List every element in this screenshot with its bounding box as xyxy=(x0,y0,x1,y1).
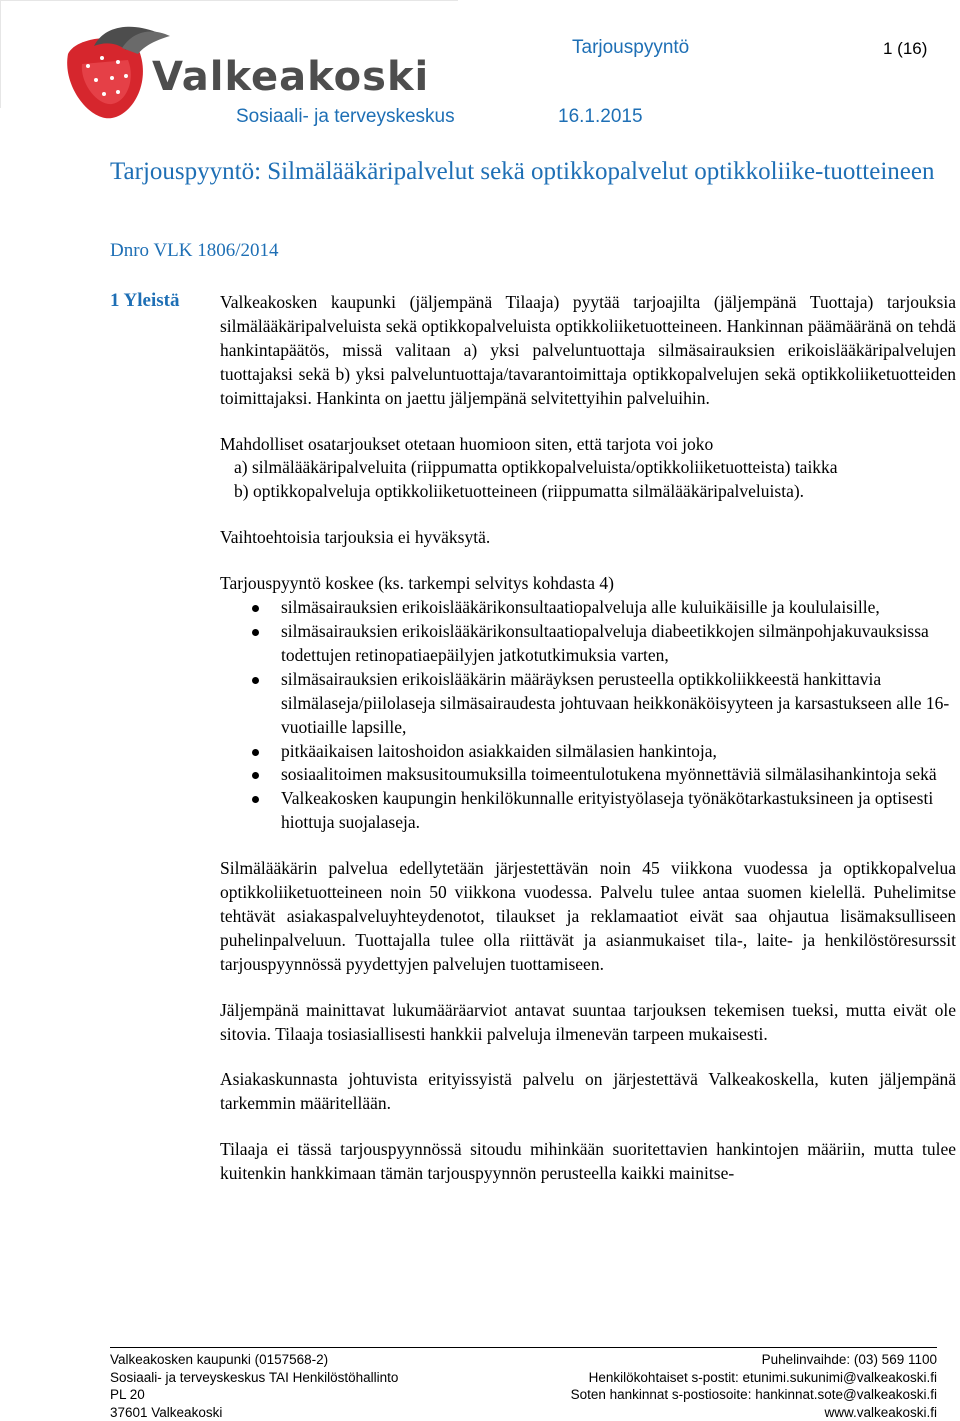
header-date: 16.1.2015 xyxy=(558,106,643,127)
header-rule xyxy=(0,0,458,1)
document-title: Tarjouspyyntö: Silmälääkäripalvelut sekä optikkopalvelut optikkoliike-tuotteineen xyxy=(110,158,935,185)
list-item: Valkeakosken kaupungin henkilökunnalle erityistyölaseja työnäkötarkastuksineen ja optisesti hiottuja suojalaseja. xyxy=(220,787,956,835)
bullet-icon xyxy=(252,629,259,636)
section-heading: 1 Yleistä xyxy=(110,290,180,311)
logo-wordmark: Valkeakoski xyxy=(152,54,430,100)
list-item: silmäsairauksien erikoislääkärikonsultaatiopalveluja alle kuluikäisille ja koululaisille, xyxy=(220,596,956,620)
list-item: silmäsairauksien erikoislääkärin määräyksen perusteella optikkoliikkeestä hankittavia silmälaseja/piilolaseja silmäsairaudesta johtuvaan heikkonäköisyyteen ja karsastukseen alle 16-vuotiaille lapsille, xyxy=(220,668,956,740)
header-page-number: 1 (16) xyxy=(883,39,928,58)
paragraph-scope: Tarjouspyyntö koskee (ks. tarkempi selvitys kohdasta 4) xyxy=(220,573,614,594)
bullet-icon xyxy=(252,677,259,684)
list-item: sosiaalitoimen maksusitoumuksilla toimeentulotukena myönnettäviä silmälasihankintoja sekä xyxy=(220,763,956,787)
header-doc-type: Tarjouspyyntö xyxy=(572,37,690,58)
document-number: Dnro VLK 1806/2014 xyxy=(110,240,279,261)
paragraph-partial-offers: Mahdolliset osatarjoukset otetaan huomioon siten, että tarjota voi joko xyxy=(220,433,714,454)
paragraph-intro: Valkeakosken kaupunki (jäljempänä Tilaaja) pyytää tarjoajilta (jäljempänä Tuottaja) tarjouksia silmälääkäripalveluista sekä optikkopalveluista optikkoliiketuotteineen. Hankinnan päämääränä on tehdä hankintapäätös, missä valitaan a) yksi palveluntuottaja silmäsairauksien erikoislääkäripalvelujen tuottajaksi sekä b) yksi palveluntuottaja/tavarantoimittaja optikkopalvelujen sekä optikkoliiketuotteiden toimittajaksi. Hankinta on jaettu jäljempänä selvitettyihin palveluihin. xyxy=(220,292,956,408)
bullet-icon xyxy=(252,605,259,612)
partial-offer-b: b) optikkopalveluja optikkoliiketuotteineen (riippumatta silmälääkäripalveluista). xyxy=(234,481,805,502)
header-side-rule xyxy=(0,0,1,108)
partial-offer-a: a) silmälääkäripalveluita (riippumatta optikkopalveluista/optikkoliiketuotteista) taikka xyxy=(234,457,838,478)
paragraph-location: Asiakaskunnasta johtuvista erityissyistä palvelu on järjestettävä Valkeakoskella, kuten jäljempänä tarkemmin määritellään. xyxy=(220,1069,956,1114)
paragraph-service-weeks: Silmälääkärin palvelua edellytetään järjestettävän noin 45 viikkona vuodessa ja optikkopalvelua optikkoliiketuotteineen noin 50 viikkona vuodessa. Palvelu tulee antaa suomen kielellä. Puhelimitse tehtävät asiakaspalveluyhteydenotot, tilaukset ja reklamaatiot eivät saa ohjautua lisämaksulliseen puhelinpalveluun. Tuottajalla tulee olla riittävät ja asianmukaiset tila-, laite- ja henkilöstöresurssit tarjouspyynnössä pyydettyjen palvelujen tuottamiseen. xyxy=(220,858,956,974)
paragraph-commitment: Tilaaja ei tässä tarjouspyynnössä sitoudu mihinkään suoritettavien hankintojen määriin, mutta tulee kuitenkin hankkimaan tämän tarjouspyynnön perusteella kaikki mainitse- xyxy=(220,1139,956,1184)
bullet-icon xyxy=(252,749,259,756)
scope-list xyxy=(220,596,956,835)
bullet-icon xyxy=(252,796,259,803)
page-footer xyxy=(110,1347,937,1420)
list-item: silmäsairauksien erikoislääkärikonsultaatiopalveluja diabeetikkojen silmänpohjakuvauksissa todettujen retinopatiaepäilyjen jatkotutkimuksia varten, xyxy=(220,620,956,668)
section-body xyxy=(220,291,956,1186)
paragraph-estimates: Jäljempänä mainittavat lukumääräarviot antavat suuntaa tarjouksen tekemisen tueksi, mutta eivät ole sitovia. Tilaaja tosiasiallisesti hankkii palveluja ilmenevän tarpeen mukaisesti. xyxy=(220,999,956,1044)
header-department: Sosiaali- ja terveyskeskus xyxy=(236,106,455,127)
list-item: pitkäaikaisen laitoshoidon asiakkaiden silmälasien hankintoja, xyxy=(220,740,956,764)
bullet-icon xyxy=(252,772,259,779)
footer-address: Valkeakosken kaupunki (0157568-2) Sosiaali- ja terveyskeskus TAI Henkilöstöhallinto PL 20 37601 Valkeakoski xyxy=(110,1352,399,1420)
footer-contacts: Puhelinvaihde: (03) 569 1100 Henkilökohtaiset s-postit: etunimi.sukunimi@valkeakoski.fi Soten hankinnat s-postiosoite: hankinnat.sote@valkeakoski.fi www.valkeakoski.fi xyxy=(570,1352,937,1420)
paragraph-alternatives: Vaihtoehtoisia tarjouksia ei hyväksytä. xyxy=(220,527,491,548)
